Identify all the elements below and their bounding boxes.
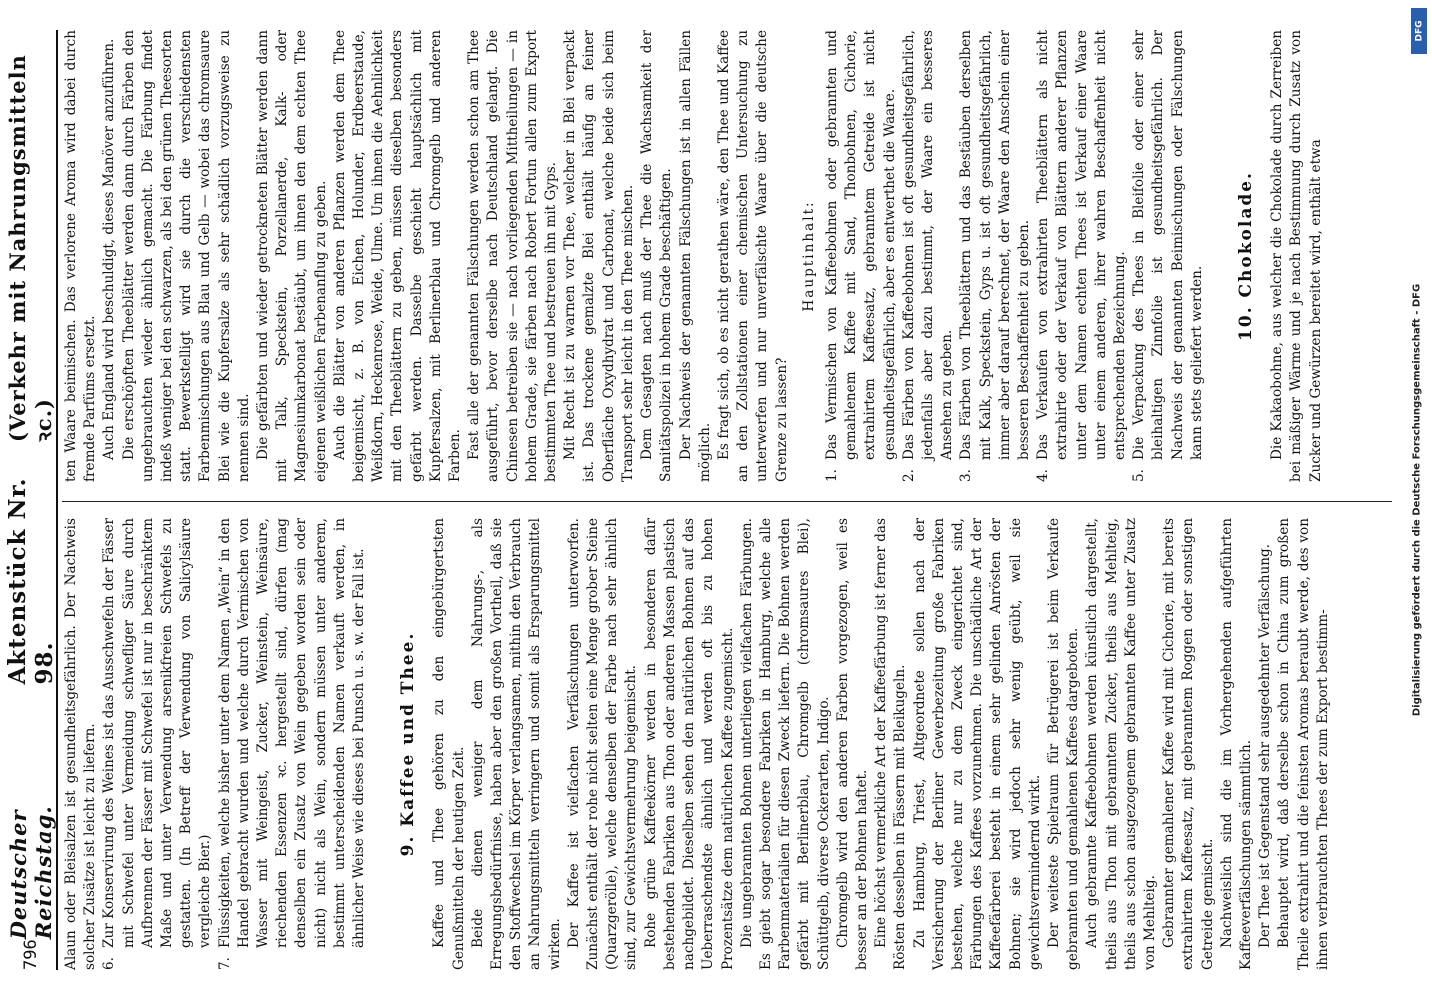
- header-rule: [56, 30, 58, 970]
- paragraph: Fast alle der genannten Fälschungen werden schon am Thee ausgeführt, bevor derselbe nach Deutschland gelangt. Die Chinesen betreiben sie — nach vorliegenden Mittheilungen — in hohem Grade, sie färben nach Robert Fortun allen zum Export bestimmten Thee und bestreuen ihn mit Gyps.: [466, 30, 560, 482]
- section-heading: 9. Kaffee und Thee.: [398, 631, 419, 857]
- paragraph: Dem Gesagten nach muß der Thee die Wachsamkeit der Sanitätspolizei in hohem Grade beschäftigen.: [639, 30, 675, 482]
- section-subject: (Verkehr mit Nahrungsmitteln ꝛc.): [4, 54, 56, 443]
- list-item: [216, 518, 370, 970]
- document-number: Aktenstück Nr. 98.: [4, 477, 58, 685]
- paragraph: Die ungebrannten Bohnen unterliegen vielfachen Färbungen. Es giebt sogar besondere Fabriken in Hamburg, welche alle Farbenmaterialien für diesen Zweck liefern. Die Bohnen werden gefärbt mit Berlinerblau, Chromgelb (chromsaures Blei), Schüttgelb, diverse Ockerarten, Indigo.: [738, 518, 832, 970]
- paragraph: Rohe grüne Kaffeekörner werden in besonderen dafür bestehenden Fabriken aus Thon oder anderen Massen plastisch nachgebildet. Dieselben sehen den natürlichen Bohnen auf das Ueberraschendste ähnlich und werden oft bis zu hohen Prozentsätze dem natürlichen Kaffee zugemischt.: [642, 518, 736, 970]
- item-number: 7.: [216, 957, 233, 970]
- item-number: 5.: [1131, 469, 1148, 482]
- paragraph: Alaun oder Bleisalzen ist gesundheitsgefährlich. Der Nachweis solcher Zusätze ist leicht zu liefern.: [63, 518, 99, 970]
- list-item: [1034, 30, 1130, 482]
- right-column: [62, 30, 1326, 482]
- column-divider: [62, 501, 1392, 502]
- item-number: 1.: [823, 469, 840, 482]
- list-item: [900, 30, 958, 482]
- paragraph: Nachweislich sind die im Vorhergehenden aufgeführten Kaffeeverfälschungen sämmtlich.: [1218, 518, 1254, 970]
- section-heading: 10. Chokolade.: [1235, 171, 1256, 341]
- item-number: 3.: [958, 469, 975, 482]
- paragraph: Kaffee und Thee gehören zu den eingebürgertsten Genußmitteln der heutigen Zeit.: [431, 518, 467, 970]
- page-number: 796: [21, 939, 41, 970]
- paragraph: Auch gebrannte Kaffeebohnen werden künstlich dargestellt, theils aus Thon mit gebranntem Zucker, theils aus Mehlteig, theils aus schon ausgezogenem gebrannten Kaffee unter Zusatz von Mehlteig.: [1084, 518, 1158, 970]
- paragraph: Chromgelb wird den anderen Farben vorgezogen, weil es besser an der Bohnen haftet.: [834, 518, 870, 970]
- paragraph: Der Kaffee ist vielfachen Verfälschungen unterworfen. Zunächst enthält der rohe nicht selten eine Menge grober Steine (Quarzgerölle), welche denselben der Farbe nach sehr ähnlich sind, zur Gewichtsvermehrung beigemischt.: [565, 518, 640, 970]
- dfg-logo-text: DFG: [1414, 20, 1425, 42]
- paragraph: Der Thee ist Gegenstand sehr ausgedehnter Verfälschung.: [1257, 543, 1274, 948]
- paragraph: Die Kakaobohne, aus welcher die Chokolade durch Zerreiben bei mäßiger Wärme und je nach Bestimmung durch Zusatz von Zucker und Gewürzen bereitet wird, enthält etwa: [1269, 30, 1324, 482]
- paragraph: Auch England wird beschuldigt, dieses Manöver anzuführen.: [101, 38, 118, 460]
- paragraph: Behauptet wird, daß derselbe schon in China zum großen Theile extrahirt und die feinsten Aromas beraubt werde, des von ihnen verbrauchten Thees der zum Export bestimm-: [1276, 518, 1331, 970]
- paragraph: Die gefärbten und wieder getrockneten Blätter werden dann mit Talk, Speckstein, Porzellanerde, Kalk- oder Magnesiumkarbonat bestäubt, um ihnen den dem echten Thee eigenen weißlichen Farbenanflug zu geben.: [255, 30, 329, 482]
- paragraph: Zu Hamburg, Triest, Altgeordnete sollen nach der Versicherung der Berliner Gewerbezeitung große Fabriken bestehen, welche nur zu dem Zweck eingerichtet sind, Färbungen des Kaffees vorzunehmen. Die unschädliche Art der Kaffeefärberei besteht in einem sehr gelinden Anrösten der Bohnen; sie wird jedoch sehr wenig geübt, weil sie gewichtsvermindernd wirkt.: [911, 518, 1043, 970]
- paragraph: Auch die Blätter von anderen Pflanzen werden dem Thee beigemischt, z. B. von Eichen, Holunder, Erdbeerstaude, Weißdorn, Heckenrose, Weide, Ulme. Um ihnen die Aehnlichkeit mit den Theeblättern zu geben, müssen dieselben besonders gefärbt werden. Dasselbe geschieht hauptsächlich mit Kupfersalzen, mit Berlinerblau und Chromgelb und anderen Farben.: [331, 30, 464, 482]
- paragraph: Gebrannter gemahlener Kaffee wird mit Cichorie, mit bereits extrahirtem Kaffeesatz, mit gebranntem Roggen oder sonstigen Getreide gemischt.: [1161, 518, 1216, 970]
- item-number: 6.: [101, 957, 118, 970]
- paragraph: ten Waare beimischen. Das verlorene Aroma wird dabei durch fremde Parfüms ersetzt.: [63, 30, 99, 482]
- credit-text: Digitalisierung gefördert durch die Deutsche Forschungsgemeinschaft - DFG: [1411, 283, 1423, 717]
- page-header: [4, 30, 58, 970]
- list-item: [957, 30, 1034, 482]
- item-text: Das Färben von Kaffeebohnen ist oft gesundheitsgefährlich, jedenfalls aber dazu bestimmt, der Waare ein besseres Ansehen zu geben.: [900, 30, 956, 460]
- item-text: Zur Konservirung des Weines ist das Ausschwefeln der Fässer mit Schwefel unter Vermeidung schwefliger Säure durch Aufbrennen der Fässer mit Schwefel ist nur in beschränktem Maße und unter Verwendung arsenikfreien Schwefels zu gestatten. (In Betreff der Verwendung von Salicylsäure vergleiche Bier.): [101, 518, 214, 948]
- left-column: [62, 518, 1333, 970]
- digitization-credit: [1408, 0, 1426, 1000]
- item-text: Flüssigkeiten, welche bisher unter dem Namen „Wein“ in den Handel gebracht wurden und welche durch Vermischen von Wasser mit Weingeist, Zucker, Weinstein, Weinsäure, riechenden Essenzen ꝛc. hergestellt sind, dürfen (mag denselben ein Zusatz von Wein gegeben worden sein oder nicht) nicht als Wein, sondern müssen unter anderem, bestimmt unterscheidenden Namen verkauft werden, in ähnlicher Weise wie dieses bei Punsch u. s. w. der Fall ist.: [216, 518, 368, 948]
- item-text: Das Verkaufen von extrahirten Theeblättern als nicht extrahirte oder der Verkauf von Blättern anderer Pflanzen unter dem Namen echten Thees ist Verkauf einer Waare unter einem anderen, ihrer wahren Beschaffenheit nicht entsprechenden Bezeichnung.: [1035, 30, 1128, 460]
- item-text: Das Färben von Theeblättern und das Bestäuben derselben mit Kalk, Speckstein, Gyps u. ist oft gesundheitsgefährlich, immer aber darauf berechnet, der Waare den Anschein einer besseren Beschaffenheit zu geben.: [958, 30, 1032, 460]
- item-number: 4.: [1035, 469, 1052, 482]
- paragraph: Mit Recht ist zu warnen vor Thee, welcher in Blei verpackt ist. Das trockene gemalzte Blei enthält häufig an feiner Oberfläche Oxydhydrat und Carbonat, welche beide sich beim Transport sehr leicht in den Thee mischen.: [562, 30, 636, 482]
- publication-title: Deutscher Reichstag.: [6, 805, 56, 940]
- item-text: Das Vermischen von Kaffeebohnen oder gebrannten und gemahlenem Kaffee mit Sand, Thonbohnen, Cichorie, extrahirtem Kaffeesatz, gebranntem Getreide ist nicht gesundheitsgefährlich, aber es entwerthet die Waare.: [823, 30, 898, 460]
- paragraph: Eine höchst vermerkliche Art der Kaffeefärbung ist ferner das Rösten desselben in Fässern mit Bleikugeln.: [873, 518, 909, 970]
- paragraph: Der weiteste Spielraum für Betrügerei ist beim Verkaufe gebrannten und gemahlenen Kaffees dargeboten.: [1045, 518, 1082, 970]
- summary-heading: Hauptinhalt:: [800, 200, 817, 312]
- list-item: [1130, 30, 1207, 482]
- item-text: Die Verpackung des Thees in Bleifolie oder einer sehr bleihaltigen Zinnfolie ist gesundheitsgefährlich. Der Nachweis der genannten Beimischungen oder Fälschungen kann stets geliefert werden.: [1131, 30, 1205, 460]
- list-item: [100, 518, 215, 970]
- paragraph: Es fragt sich, ob es nicht gerathen wäre, den Thee und Kaffee an den Zollstationen einer chemischen Untersuchung zu unterwerfen und nur unverfälschte Waare über die deutsche Grenze zu lassen?: [715, 30, 790, 482]
- paragraph: Der Nachweis der genannten Fälschungen ist in allen Fällen möglich.: [677, 30, 713, 482]
- paragraph: Beide dienen weniger dem Nahrungs-, als Erregungsbedürfnisse, haben aber den großen Vortheil, daß sie den Stoffwechsel im Körper verlangsamen, mithin den Verbrauch an Nahrungsmitteln verringern und somit als Ersparungsmittel wirken.: [469, 518, 563, 970]
- list-item: [823, 30, 900, 482]
- item-number: 2.: [900, 469, 917, 482]
- paragraph: Die erschöpften Theeblätter werden dann durch Färben den ungebrauchten wieder ähnlich gemacht. Die Färbung findet indeß weniger bei den schwarzen, als bei den grünen Theesorten statt. Bewerkstelligt wird sie durch die verschiedensten Farbenmischungen aus Blau und Gelb — wobei das chromsaure Blei wie die Kupfersalze als sehr schädlich vorzugsweise zu nennen sind.: [120, 30, 252, 482]
